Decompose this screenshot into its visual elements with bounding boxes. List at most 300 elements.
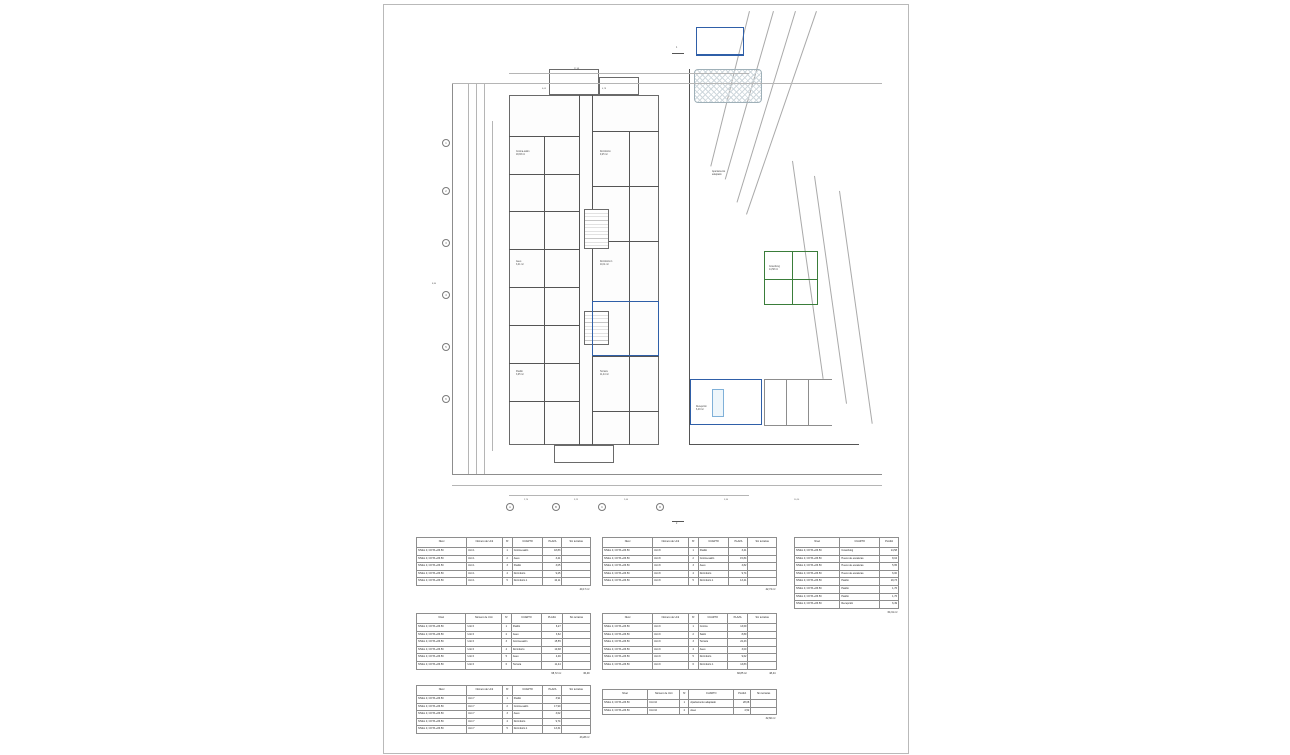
table-cell: 19,73	[880, 578, 899, 586]
table-row	[603, 624, 777, 632]
table-cell: NIVEL 0, COTA +83.50	[417, 570, 467, 578]
table-cell: NIVEL 0, COTA +83.50	[417, 563, 467, 571]
table-cell: 13,69	[727, 624, 748, 632]
table-total-value-secondary: 48,44	[769, 671, 776, 675]
table-cell: 13,83	[727, 661, 748, 669]
table-total-row	[603, 669, 777, 677]
table-cell: Salón	[698, 631, 727, 639]
table-cell: Pasillo	[840, 578, 880, 586]
table-cell	[748, 661, 777, 669]
table-header-cell: Nº	[501, 614, 511, 624]
table-cell: NIVEL 0, COTA +83.50	[603, 548, 653, 556]
table-cell: Unit 10	[648, 707, 680, 715]
table-cell: Unit 1	[466, 548, 502, 556]
table-header-cell: Nivel	[603, 614, 653, 624]
table-cell: Coworking	[840, 548, 880, 556]
table-row	[795, 578, 899, 586]
table-cell: 6,49	[880, 601, 899, 609]
table-header-cell: CUARTO	[689, 690, 734, 700]
highlight-line	[658, 301, 659, 356]
table-cell: Aseo	[512, 711, 543, 719]
table-row	[417, 639, 591, 647]
highlight-line	[592, 355, 659, 356]
table-cell: NIVEL 0, COTA +83.50	[795, 585, 840, 593]
table-cell: 15,55	[542, 639, 563, 647]
table-total-value: 40,17 m²	[579, 588, 590, 592]
table-row	[603, 707, 777, 715]
grid-label-3: 3	[442, 239, 450, 247]
table-cell: 4,52	[734, 707, 751, 715]
table-cell	[562, 726, 591, 734]
table-cell: 28,08	[734, 700, 751, 708]
table-row	[795, 563, 899, 571]
grid-label-1: 1	[442, 139, 450, 147]
building-outline	[509, 95, 659, 445]
table-cell: 9,62	[727, 654, 748, 662]
table-cell: 4,00	[542, 654, 563, 662]
table-cell: Pasillo	[511, 624, 541, 632]
table-cell	[562, 654, 590, 662]
table-cell: NIVEL 0, COTA +83.50	[603, 654, 653, 662]
schedule-table-3	[416, 685, 591, 742]
table-cell: Unit 7	[466, 703, 502, 711]
table-cell: Dormitorio 1	[512, 578, 543, 586]
table-cell: NIVEL 0, COTA +83.50	[795, 593, 840, 601]
table-header-cell: Número de Unit	[466, 538, 502, 548]
table-cell: 8,89	[727, 631, 748, 639]
table-cell: Unit 8	[652, 563, 688, 571]
room-label: Dormitorio 1 10,11 m²	[600, 261, 613, 266]
table-cell	[748, 631, 777, 639]
table-cell: 3	[502, 711, 512, 719]
table-header-cell: PLAZA	[543, 538, 562, 548]
table-row	[603, 654, 777, 662]
table-total-value: 32,60 m²	[765, 717, 776, 721]
corridor-wall	[592, 95, 593, 445]
table-total-row	[795, 608, 899, 616]
table-cell: Unit 1	[466, 578, 502, 586]
table-header-cell: PLAZA	[734, 690, 751, 700]
table-cell: NIVEL 0, COTA +83.50	[417, 555, 467, 563]
garden-hatch	[694, 69, 762, 103]
room-label: Cocina-salón 18,83 m²	[516, 151, 530, 156]
table-cell: Aseo	[512, 555, 543, 563]
table-row	[417, 661, 591, 669]
table-row	[603, 631, 777, 639]
table-total-row	[603, 585, 777, 593]
table-cell	[748, 563, 777, 571]
table-header-cell: Número de Unit	[466, 614, 501, 624]
table-total-row	[417, 585, 591, 593]
table-cell: Unit 7	[466, 696, 502, 704]
table-cell: NIVEL 0, COTA +83.50	[417, 661, 466, 669]
highlight-line	[592, 301, 593, 356]
grid-label-C: C	[598, 503, 606, 511]
table-cell: Unit 8	[652, 555, 688, 563]
drawing-sheet	[383, 4, 909, 754]
table-header-cell: Sin terrazas	[562, 614, 590, 624]
table-cell: NIVEL 0, COTA +83.50	[417, 639, 466, 647]
table-cell: 4	[688, 646, 698, 654]
table-cell: 3	[501, 639, 511, 647]
table-cell: 4	[688, 570, 698, 578]
table-cell	[748, 654, 777, 662]
table-cell	[562, 563, 591, 571]
courtyard-edge	[689, 444, 859, 445]
table-cell: 6,27	[542, 624, 563, 632]
table-cell: NIVEL 0, COTA +83.50	[417, 646, 466, 654]
table-total-value-secondary: 36,49	[583, 671, 590, 675]
table-cell: 10,11	[543, 578, 562, 586]
table-cell: NIVEL 0, COTA +83.50	[417, 624, 466, 632]
pool-block	[690, 379, 762, 425]
table-cell: Unit 7	[466, 711, 502, 719]
table-total-row	[603, 715, 777, 723]
table-row	[603, 646, 777, 654]
table-cell: NIVEL 0, COTA +83.50	[603, 570, 653, 578]
table-cell	[748, 646, 777, 654]
table-cell: 3,00	[727, 646, 748, 654]
room-label: Aseo 3,41 m²	[516, 261, 524, 266]
section-mark-2: 2	[676, 523, 678, 525]
table-cell: NIVEL 0, COTA +83.50	[603, 631, 653, 639]
table-cell	[562, 639, 590, 647]
table-cell: 9,74	[543, 718, 562, 726]
table-total-value: 43,28 m²	[579, 736, 590, 740]
table-cell: Terraza	[698, 639, 727, 647]
table-cell	[562, 631, 590, 639]
table-cell: 22,43	[727, 639, 748, 647]
table-cell: 1	[502, 548, 512, 556]
table-row	[417, 696, 591, 704]
table-row	[417, 711, 591, 719]
grid-label-2: 2	[442, 187, 450, 195]
table-cell: 2	[688, 555, 698, 563]
table-header-cell: PLAZA	[880, 538, 899, 548]
table-cell: Dormitorio 1	[698, 578, 729, 586]
table-cell: Dormitorio	[512, 570, 543, 578]
table-cell: Dormitorio	[511, 646, 541, 654]
table-cell: NIVEL 0, COTA +83.50	[603, 578, 653, 586]
table-header-cell: Nº	[502, 686, 512, 696]
table-total-row	[417, 733, 591, 741]
table-cell: 17,90	[543, 703, 562, 711]
table-cell: Unit 6	[466, 654, 501, 662]
table-cell: 6,00	[880, 570, 899, 578]
terrace-block	[696, 27, 744, 55]
table-header-cell: Sin terrazas	[751, 690, 777, 700]
table-cell: NIVEL 0, COTA +83.50	[795, 570, 840, 578]
table-cell: Unit 6	[466, 646, 501, 654]
table-cell: NIVEL 0, COTA +83.50	[417, 631, 466, 639]
table-cell: 4	[501, 646, 511, 654]
table-cell: NIVEL 0, COTA +83.50	[417, 718, 467, 726]
table-cell: Pasillo	[840, 593, 880, 601]
table-cell: 2	[502, 555, 512, 563]
table-header-cell: CUARTO	[511, 614, 541, 624]
table-cell: 6	[688, 661, 698, 669]
table-cell: Aseo	[511, 654, 541, 662]
table-cell: Pasillo	[512, 696, 543, 704]
table-total-value: 64,31 m²	[887, 610, 898, 614]
table-row	[795, 555, 899, 563]
table-cell	[748, 548, 777, 556]
table-cell: Dormitorio	[512, 718, 543, 726]
table-cell: 5	[502, 726, 512, 734]
table-cell: 6	[501, 661, 511, 669]
room-label: Coworking 14,58 m²	[769, 266, 780, 271]
table-cell: Pasillo	[840, 585, 880, 593]
table-header-cell: Nº	[680, 690, 689, 700]
table-cell: Cocina-salón	[512, 703, 543, 711]
table-header-cell: Nº	[502, 538, 512, 548]
table-cell: Unit 9	[652, 661, 688, 669]
table-cell: Aseo	[689, 707, 734, 715]
table-cell: NIVEL 0, COTA +83.50	[603, 707, 648, 715]
table-cell	[748, 570, 777, 578]
table-header-cell: PLAZA	[543, 686, 562, 696]
table-cell: NIVEL 0, COTA +83.50	[603, 624, 653, 632]
table-cell: Unit 1	[466, 555, 502, 563]
table-cell: 3,82	[729, 563, 748, 571]
table-cell	[748, 639, 777, 647]
table-header-cell: PLAZA	[729, 538, 748, 548]
schedule-table-6	[602, 689, 777, 723]
table-row	[603, 570, 777, 578]
table-header-cell: Número de Unit	[652, 538, 688, 548]
table-cell: NIVEL 0, COTA +83.50	[417, 726, 467, 734]
table-cell: 2	[680, 707, 689, 715]
table-cell: Unit 6	[466, 661, 501, 669]
table-cell	[751, 707, 777, 715]
table-cell: Dormitorio 1	[512, 726, 543, 734]
table-cell: 15,84	[729, 555, 748, 563]
table-cell: Hueco de escaleras	[840, 570, 880, 578]
table-header-cell: Nº	[688, 614, 698, 624]
site-boundary-line	[746, 11, 817, 215]
table-row	[603, 661, 777, 669]
table-cell: Hueco de escaleras	[840, 555, 880, 563]
table-cell: Unit 9	[652, 639, 688, 647]
table-cell: Terraza	[511, 661, 541, 669]
grid-label-D: D	[656, 503, 664, 511]
site-edge-bottom	[452, 474, 882, 475]
pool-water	[712, 389, 724, 417]
grid-label-A: A	[506, 503, 514, 511]
table-row	[795, 601, 899, 609]
table-header-cell: Nivel	[417, 614, 466, 624]
table-row	[603, 700, 777, 708]
table-header-cell: Nivel	[603, 538, 653, 548]
table-cell: 1	[502, 696, 512, 704]
table-cell: NIVEL 0, COTA +83.50	[795, 563, 840, 571]
table-cell: Unit 9	[652, 624, 688, 632]
table-header-cell: Sin terrazas	[562, 538, 591, 548]
schedule-table-2	[416, 613, 591, 677]
table-cell: Unit 7	[466, 718, 502, 726]
table-row	[795, 585, 899, 593]
table-cell	[562, 703, 591, 711]
table-cell	[562, 661, 590, 669]
table-cell	[562, 696, 591, 704]
table-row	[417, 726, 591, 734]
schedule-table-4	[602, 537, 777, 594]
table-cell: 11,44	[542, 661, 563, 669]
table-cell: 13,41	[729, 578, 748, 586]
table-header-cell: CUARTO	[698, 538, 729, 548]
table-cell: 2	[688, 631, 698, 639]
table-cell	[748, 555, 777, 563]
table-cell: Unit 10	[648, 700, 680, 708]
table-row	[417, 570, 591, 578]
site-edge-left	[452, 83, 453, 474]
table-header-cell: Nº	[688, 538, 698, 548]
table-total-value: 82,85 m²	[737, 671, 747, 675]
table-cell: Unit 8	[652, 578, 688, 586]
table-cell: 1,76	[880, 585, 899, 593]
table-cell: NIVEL 0, COTA +83.50	[417, 711, 467, 719]
table-cell: 3,62	[542, 631, 563, 639]
table-header-cell: Número de Unit	[466, 686, 502, 696]
table-cell: Cocina-salón	[511, 639, 541, 647]
schedule-table-5	[602, 613, 777, 677]
table-cell	[748, 624, 777, 632]
table-row	[417, 555, 591, 563]
table-header-cell: PLAZA	[542, 614, 563, 624]
table-cell: Unit 9	[652, 654, 688, 662]
table-cell: Unit 8	[652, 570, 688, 578]
table-cell: Dormitorio	[698, 570, 729, 578]
table-row	[603, 639, 777, 647]
table-cell: 5	[688, 654, 698, 662]
table-cell: 3	[502, 563, 512, 571]
table-header-cell: CUARTO	[512, 686, 543, 696]
table-cell: 5	[501, 654, 511, 662]
table-cell: 1	[680, 700, 689, 708]
table-cell: Unit 1	[466, 570, 502, 578]
table-cell: Unit 6	[466, 639, 501, 647]
table-cell: NIVEL 0, COTA +83.50	[603, 555, 653, 563]
table-cell	[562, 646, 590, 654]
table-cell: NIVEL 0, COTA +83.50	[795, 578, 840, 586]
table-cell: 9,25	[543, 570, 562, 578]
table-header-cell: Sin terrazas	[748, 614, 777, 624]
table-cell: 2	[502, 703, 512, 711]
green-unit	[764, 251, 818, 305]
table-cell: NIVEL 0, COTA +83.50	[417, 703, 467, 711]
table-row	[417, 646, 591, 654]
table-row	[417, 654, 591, 662]
table-header-cell: Nivel	[795, 538, 840, 548]
table-row	[603, 555, 777, 563]
table-total-value: 42,74 m²	[765, 588, 776, 592]
table-cell: Unit 6	[466, 631, 501, 639]
table-cell: 13,31	[543, 726, 562, 734]
table-row	[417, 718, 591, 726]
table-cell: 1	[501, 624, 511, 632]
table-cell: NIVEL 0, COTA +83.50	[603, 661, 653, 669]
highlight-line	[592, 301, 659, 302]
table-cell: Unit 1	[466, 563, 502, 571]
table-cell: 5,95	[880, 563, 899, 571]
table-cell: 18,83	[543, 548, 562, 556]
table-cell: 3	[688, 639, 698, 647]
table-row	[795, 593, 899, 601]
table-cell	[562, 718, 591, 726]
table-cell: Unit 9	[652, 631, 688, 639]
table-cell: 1,76	[880, 593, 899, 601]
table-row	[417, 703, 591, 711]
grid-label-4: 4	[442, 291, 450, 299]
table-cell: 4	[502, 570, 512, 578]
table-header-cell: CUARTO	[512, 538, 543, 548]
table-cell: NIVEL 0, COTA +83.50	[417, 548, 467, 556]
table-cell	[562, 555, 591, 563]
table-cell: 14,58	[880, 548, 899, 556]
table-row	[417, 578, 591, 586]
table-header-cell: Sin terrazas	[748, 538, 777, 548]
grid-label-B: B	[552, 503, 560, 511]
table-row	[603, 548, 777, 556]
room-label: Apartamento adaptado	[712, 171, 726, 176]
table-header-cell: Número de Unit	[652, 614, 688, 624]
table-cell: Unit 7	[466, 726, 502, 734]
floor-plan-drawing: A B C D 1 2 3 4 5 6 1 2 Cocina-salón 18,83 m² Dormitorio 9,25 m² Aseo 3,41 m² Dormitorio 1 10,11 m² Pasillo 3,05 m² Terraza 11,44 m² Coworking 14,58 m² Recepción 6,49 m² Apartamento adaptado 27,08 6,05 4,78 2,70 3,25 2,60 9,30 10,10 8,80	[424, 11, 884, 531]
table-cell	[562, 711, 591, 719]
table-cell: 5	[688, 578, 698, 586]
table-cell: 1	[688, 548, 698, 556]
table-cell: 1	[688, 624, 698, 632]
table-cell: Recepción	[840, 601, 880, 609]
table-cell	[751, 700, 777, 708]
table-cell: 8,04	[880, 555, 899, 563]
table-cell: 3,41	[543, 555, 562, 563]
table-cell: NIVEL 0, COTA +83.50	[603, 700, 648, 708]
grid-label-5: 5	[442, 343, 450, 351]
table-cell: Dormitorio	[698, 654, 727, 662]
table-cell	[562, 624, 590, 632]
table-row	[795, 570, 899, 578]
room-label: Pasillo 3,05 m²	[516, 371, 524, 376]
table-cell: 3	[688, 563, 698, 571]
table-cell: 3,05	[543, 563, 562, 571]
stair-core	[584, 209, 609, 249]
grid-label-6: 6	[442, 395, 450, 403]
table-cell: Aseo	[698, 646, 727, 654]
table-cell: Apartamento adaptado	[689, 700, 734, 708]
table-row	[417, 631, 591, 639]
corridor-wall	[579, 95, 580, 445]
room-label: Recepción 6,49 m²	[696, 406, 707, 411]
table-cell: Hueco de escaleras	[840, 563, 880, 571]
table-cell: NIVEL 0, COTA +83.50	[603, 646, 653, 654]
table-row	[603, 563, 777, 571]
table-cell	[562, 578, 591, 586]
table-cell: 4	[502, 718, 512, 726]
table-cell: Dormitorio 1	[698, 661, 727, 669]
table-header-cell: Número de Unit	[648, 690, 680, 700]
table-cell: Pasillo	[698, 548, 729, 556]
table-cell: 9,74	[729, 570, 748, 578]
table-cell	[562, 570, 591, 578]
table-cell: NIVEL 0, COTA +83.50	[795, 601, 840, 609]
table-cell: NIVEL 0, COTA +83.50	[795, 548, 840, 556]
table-row	[795, 548, 899, 556]
table-row	[417, 624, 591, 632]
table-cell: Unit 9	[652, 646, 688, 654]
table-cell: 3,91	[543, 696, 562, 704]
table-header-cell: Nivel	[417, 686, 467, 696]
